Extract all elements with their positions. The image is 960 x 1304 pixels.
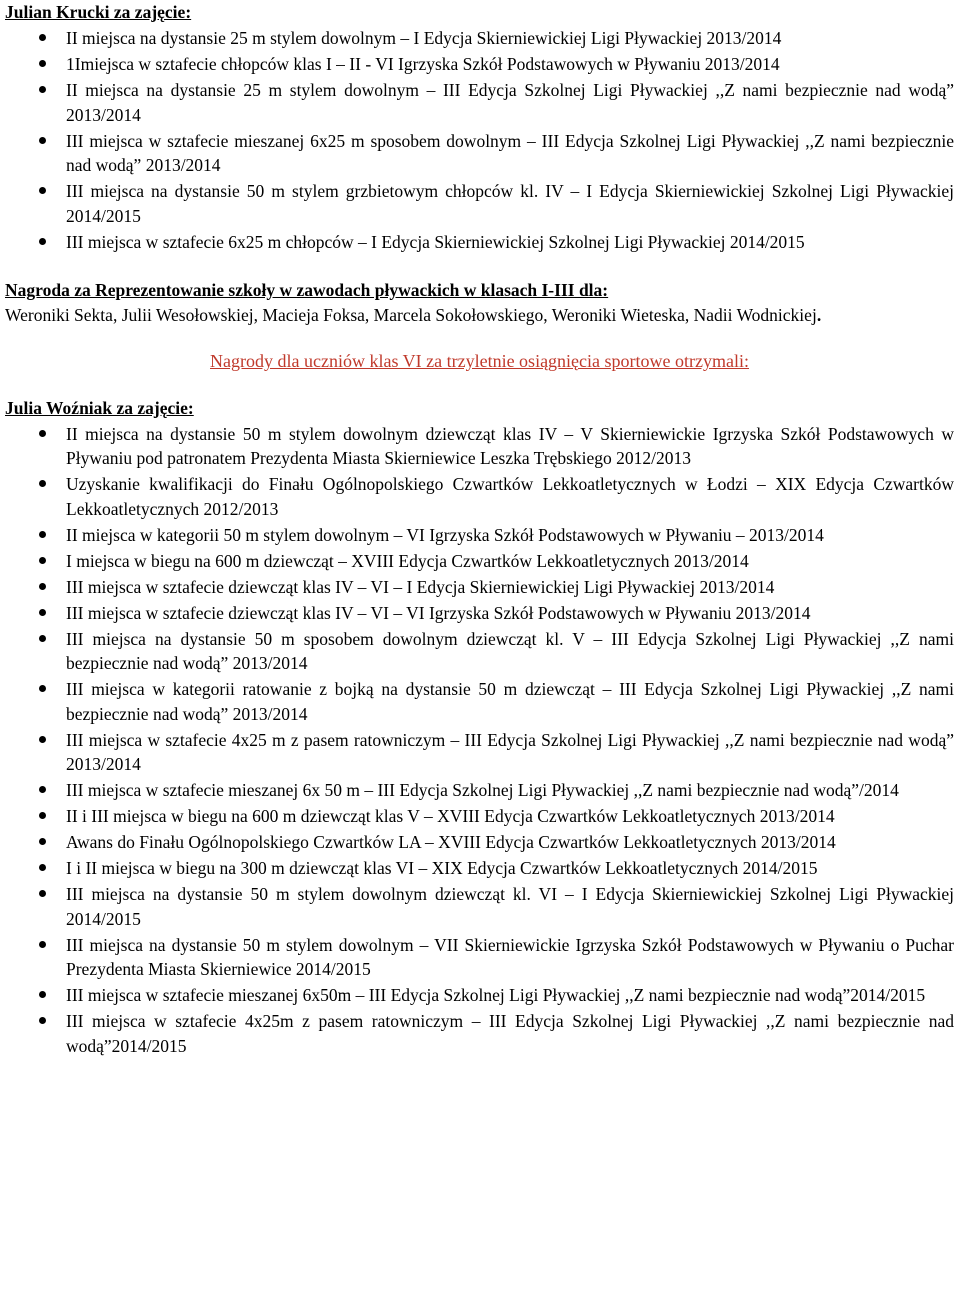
list-item: Awans do Finału Ogólnopolskiego Czwartków LA – XVIII Edycja Czwartków Lekkoatletycznych 2013/2014 <box>66 830 954 855</box>
list-item: Uzyskanie kwalifikacji do Finału Ogólnopolskiego Czwartków Lekkoatletycznych w Łodzi – XIX Edycja Czwartków Lekkoatletycznych 2012/2013 <box>66 472 954 521</box>
list-item: III miejsca w kategorii ratowanie z bojką na dystansie 50 m dziewcząt – III Edycja Szkolnej Ligi Pływackiej ,,Z nami bezpiecznie nad wodą” 2013/2014 <box>66 677 954 726</box>
list-item: III miejsca w sztafecie mieszanej 6x25 m sposobem dowolnym – III Edycja Szkolnej Ligi Pływackiej ,,Z nami bezpiecznie nad wodą” 2013/2014 <box>66 129 954 178</box>
section-title: Nagrody dla uczniów klas VI za trzyletnie osiągnięcia sportowe otrzymali: <box>210 351 749 371</box>
list-item: III miejsca w sztafecie 6x25 m chłopców – I Edycja Skierniewickiej Szkolnej Ligi Pływackiej 2014/2015 <box>66 230 954 255</box>
list-item: III miejsca w sztafecie dziewcząt klas IV – VI – VI Igrzyska Szkół Podstawowych w Pływaniu 2013/2014 <box>66 601 954 626</box>
list-item: II miejsca na dystansie 50 m stylem dowolnym dziewcząt klas IV – V Skierniewickie Igrzyska Szkół Podstawowych w Pływaniu pod patronatem Prezydenta Miasta Skierniewice Leszka Trębskiego 2012/2013 <box>66 422 954 471</box>
section1-list <box>5 26 954 254</box>
list-item: II miejsca w kategorii 50 m stylem dowolnym – VI Igrzyska Szkół Podstawowych w Pływaniu – 2013/2014 <box>66 523 954 548</box>
list-item: III miejsca w sztafecie 4x25m z pasem ratowniczym – III Edycja Szkolnej Ligi Pływackiej ,,Z nami bezpiecznie nad wodą”2014/2015 <box>66 1009 954 1058</box>
list-item: II miejsca na dystansie 25 m stylem dowolnym – III Edycja Szkolnej Ligi Pływackiej ,,Z nami bezpiecznie nad wodą” 2013/2014 <box>66 78 954 127</box>
list-item: II miejsca na dystansie 25 m stylem dowolnym – I Edycja Skierniewickiej Ligi Pływackiej 2013/2014 <box>66 26 954 51</box>
list-item: 1Imiejsca w sztafecie chłopców klas I – II - VI Igrzyska Szkół Podstawowych w Pływaniu 2013/2014 <box>66 52 954 77</box>
list-item: III miejsca w sztafecie 4x25 m z pasem ratowniczym – III Edycja Szkolnej Ligi Pływackiej ,,Z nami bezpiecznie nad wodą” 2013/2014 <box>66 728 954 777</box>
list-item: III miejsca na dystansie 50 m stylem grzbietowym chłopców kl. IV – I Edycja Skierniewickiej Szkolnej Ligi Pływackiej 2014/2015 <box>66 179 954 228</box>
spacer <box>5 254 954 278</box>
list-item: III miejsca w sztafecie mieszanej 6x 50 m – III Edycja Szkolnej Ligi Pływackiej ,,Z nami bezpiecznie nad wodą”/2014 <box>66 778 954 803</box>
reward-names: Weroniki Sekta, Julii Wesołowskiej, Macieja Foksa, Marcela Sokołowskiego, Weroniki Wieteska, Nadii Wodnickiej <box>5 304 817 325</box>
list-item: III miejsca na dystansie 50 m sposobem dowolnym dziewcząt kl. V – III Edycja Szkolnej Ligi Pływackiej ,,Z nami bezpiecznie nad wodą” 2013/2014 <box>66 627 954 676</box>
section2-list <box>5 422 954 1059</box>
list-item: III miejsca na dystansie 50 m stylem dowolnym dziewcząt kl. VI – I Edycja Skierniewickiej Szkolnej Ligi Pływackiej 2014/2015 <box>66 882 954 931</box>
list-item: III miejsca w sztafecie mieszanej 6x50m – III Edycja Szkolnej Ligi Pływackiej ,,Z nami bezpiecznie nad wodą”2014/2015 <box>66 983 954 1008</box>
list-item: I i II miejsca w biegu na 300 m dziewcząt klas VI – XIX Edycja Czwartków Lekkoatletycznych 2014/2015 <box>66 856 954 881</box>
list-item: III miejsca w sztafecie dziewcząt klas IV – VI – I Edycja Skierniewickiej Ligi Pływackiej 2013/2014 <box>66 575 954 600</box>
reward-end: . <box>816 304 822 325</box>
reward-title: Nagroda za Reprezentowanie szkoły w zawodach pływackich w klasach I-III dla: <box>5 280 609 300</box>
list-item: III miejsca na dystansie 50 m stylem dowolnym – VII Skierniewickie Igrzyska Szkół Podstawowych w Pływaniu o Puchar Prezydenta Miasta Skierniewice 2014/2015 <box>66 933 954 982</box>
section2-heading: Julia Woźniak za zajęcie: <box>5 397 194 418</box>
list-item: I miejsca w biegu na 600 m dziewcząt – XVIII Edycja Czwartków Lekkoatletycznych 2013/2014 <box>66 549 954 574</box>
section1-heading: Julian Krucki za zajęcie: <box>5 2 192 22</box>
reward-body <box>5 303 954 328</box>
list-item: II i III miejsca w biegu na 600 m dziewcząt klas V – XVIII Edycja Czwartków Lekkoatletycznych 2013/2014 <box>66 804 954 829</box>
